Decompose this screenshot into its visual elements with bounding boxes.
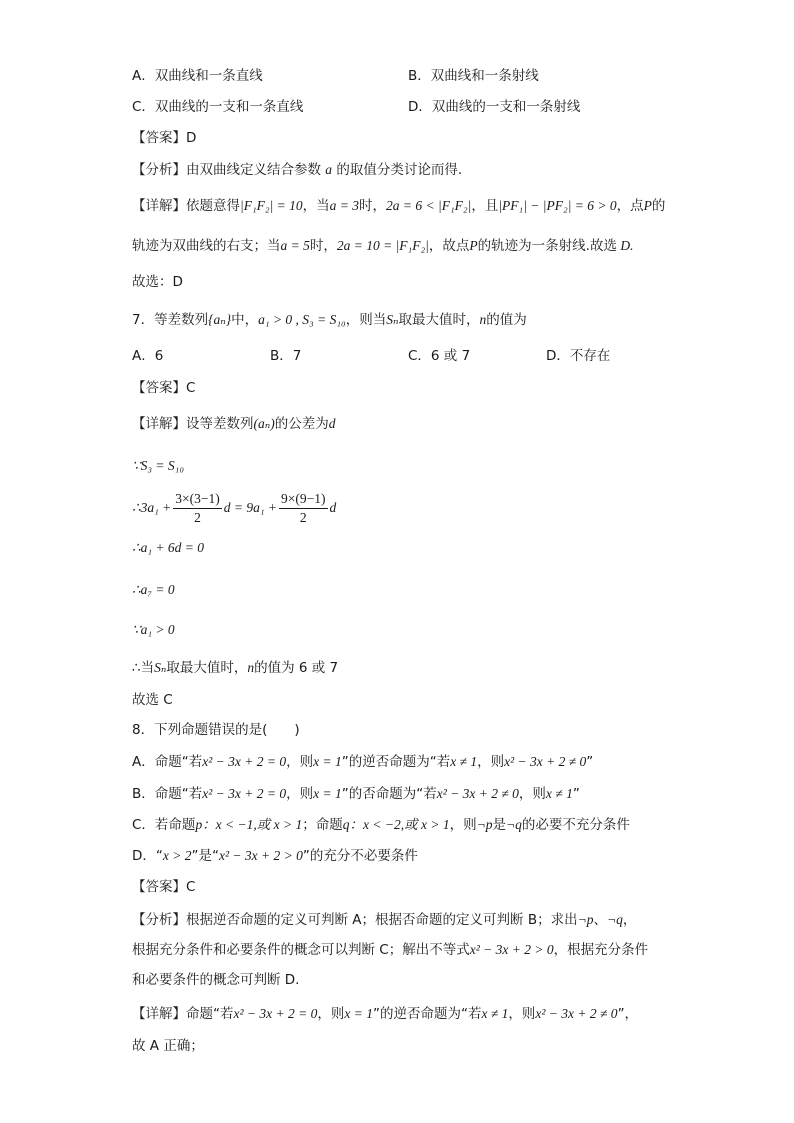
q7-stem: 7．等差数列{aₙ}中，a₁ > 0 , S₃ = S₁₀，则当Sₙ取最大值时，n的值为 bbox=[132, 312, 527, 328]
q7-step-2: ∴3a₁ + $\frac{3\times(3-1)}{2}$ d = 9a₁ + $\frac{9\times(9-1)}{2}$ d bbox=[132, 490, 337, 525]
q8-detail-line-2: 故 A 正确； bbox=[132, 1038, 204, 1054]
q8-option-c: C．若命题p：x < −1,或 x > 1；命题q：x < −2,或 x > 1，则¬p是¬q的必要不充分条件 bbox=[132, 817, 630, 833]
q8-stem: 8．下列命题错误的是( ) bbox=[132, 722, 300, 738]
q6-analysis: 【分析】由双曲线定义结合参数 a 的取值分类讨论而得. bbox=[132, 162, 463, 178]
q7-conclusion: 故选 C bbox=[132, 692, 173, 708]
q6-answer: 【答案】D bbox=[132, 130, 197, 146]
q8-option-a: A．命题“若x² − 3x + 2 = 0，则x = 1”的逆否命题为“若x ≠ 1，则x² − 3x + 2 ≠ 0” bbox=[132, 754, 594, 770]
q8-answer: 【答案】C bbox=[132, 879, 196, 895]
q7-option-c: C．6 或 7 bbox=[408, 348, 471, 364]
q7-step-3: ∴a₁ + 6d = 0 bbox=[132, 540, 205, 555]
q7-step-1: ∵S₃ = S₁₀ bbox=[132, 458, 185, 473]
detail-tag: 【详解】 bbox=[132, 198, 186, 214]
q6-detail-line-2: 轨迹为双曲线的右支；当a = 5时，2a = 10 = |F₁F₂|，故点P的轨迹为一条射线.故选 D. bbox=[132, 238, 634, 254]
q8-option-d: D．“x > 2”是“x² − 3x + 2 > 0”的充分不必要条件 bbox=[132, 848, 418, 864]
analysis-tag: 【分析】 bbox=[132, 912, 186, 928]
detail-tag: 【详解】 bbox=[132, 416, 186, 432]
fraction-2: $\frac{9\times(9-1)}{2}$ bbox=[281, 490, 326, 525]
q8-analysis-line-1: 【分析】根据逆否命题的定义可判断 A；根据否命题的定义可判断 B；求出¬p、¬q， bbox=[132, 912, 637, 928]
q7-final: ∴当Sₙ取最大值时，n的值为 6 或 7 bbox=[132, 660, 339, 676]
analysis-tag: 【分析】 bbox=[132, 162, 186, 178]
q8-analysis-line-2: 根据充分条件和必要条件的概念可以判断 C；解出不等式x² − 3x + 2 > 0，根据充分条件 bbox=[132, 942, 649, 958]
q6-detail-line-1: 【详解】依题意得|F₁F₂| = 10，当a = 3时，2a = 6 < |F₁F₂|，且|PF₁| − |PF₂| = 6 > 0，点P的 bbox=[132, 198, 666, 214]
fraction-1: $\frac{3\times(3-1)}{2}$ bbox=[175, 490, 220, 525]
detail-tag: 【详解】 bbox=[132, 1006, 186, 1022]
q8-option-b: B．命题“若x² − 3x + 2 = 0，则x = 1”的否命题为“若x² − 3x + 2 ≠ 0，则x ≠ 1” bbox=[132, 786, 580, 802]
q6-option-d: D．双曲线的一支和一条射线 bbox=[408, 99, 581, 115]
q7-option-a: A．6 bbox=[132, 348, 164, 364]
q7-step-5: ∵a₁ > 0 bbox=[132, 622, 175, 637]
q6-conclusion: 故选：D bbox=[132, 274, 183, 290]
q6-option-a: A．双曲线和一条直线 bbox=[132, 68, 263, 84]
q7-detail: 【详解】设等差数列(aₙ)的公差为d bbox=[132, 416, 336, 432]
q8-detail-line-1: 【详解】命题“若x² − 3x + 2 = 0，则x = 1”的逆否命题为“若x ≠ 1，则x² − 3x + 2 ≠ 0”， bbox=[132, 1006, 639, 1022]
q6-option-c: C．双曲线的一支和一条直线 bbox=[132, 99, 304, 115]
q8-analysis-line-3: 和必要条件的概念可判断 D. bbox=[132, 972, 300, 988]
q7-option-d: D．不存在 bbox=[546, 348, 611, 364]
q6-option-b: B．双曲线和一条射线 bbox=[408, 68, 539, 84]
q7-option-b: B．7 bbox=[270, 348, 302, 364]
q7-answer: 【答案】C bbox=[132, 380, 196, 396]
q7-step-4: ∴a₇ = 0 bbox=[132, 582, 175, 597]
